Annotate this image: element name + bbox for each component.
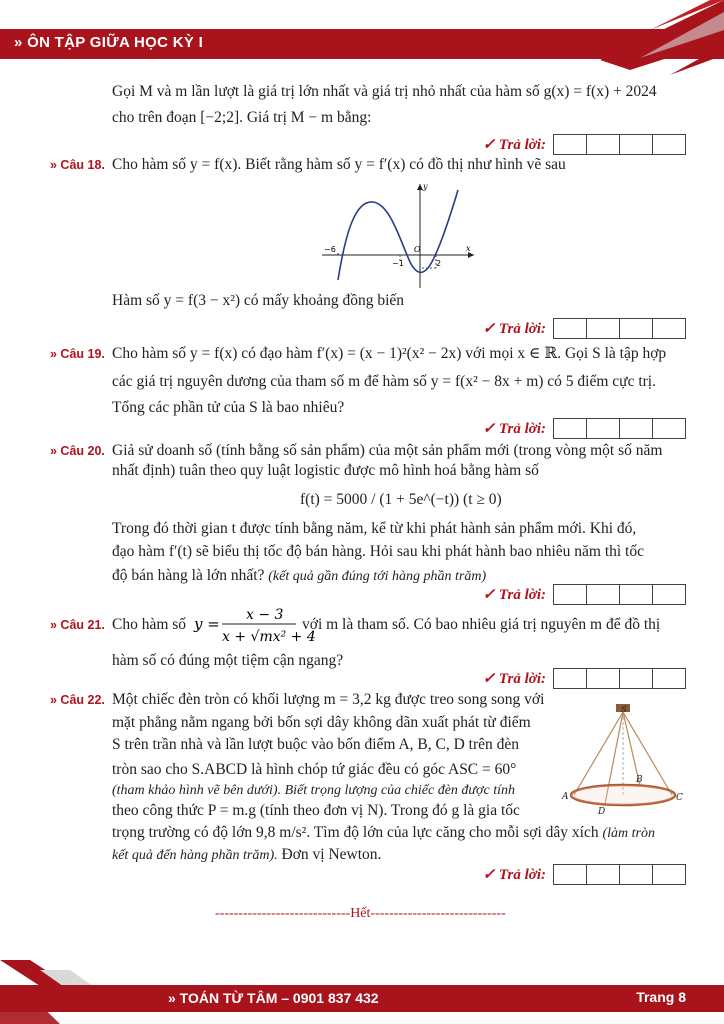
header-title: » ÔN TẬP GIỮA HỌC KỲ I <box>14 34 204 51</box>
q21-line-1b: với m là tham số. Có bao nhiêu giá trị nguyên m để đồ thị <box>302 616 661 633</box>
answer-cell[interactable] <box>586 668 620 689</box>
answer-cell[interactable] <box>652 584 686 605</box>
lamp-figure <box>560 700 688 818</box>
answer-cell[interactable] <box>619 668 653 689</box>
question-20-label: » Câu 20. <box>50 444 105 458</box>
q20-line-2: nhất định) tuân theo quy luật logistic được mô hình hoá bằng hàm số <box>112 462 539 479</box>
q22-line-7: trọng trường có độ lớn 9,8 m/s². Tìm độ lớn của lực căng cho mỗi sợi dây xích (làm tròn <box>112 824 655 841</box>
q22-line-3: S trên trần nhà và lần lượt buộc vào bốn điểm A, B, C, D trên đèn <box>112 736 520 753</box>
answer-cell[interactable] <box>652 668 686 689</box>
q22-line-6: theo công thức P = m.g (tính theo đơn vị N). Trong đó g là gia tốc <box>112 802 520 819</box>
derivative-graph <box>318 180 478 290</box>
q20-formula: f(t) = 5000 / (1 + 5e^(−t)) (t ≥ 0) <box>300 491 502 508</box>
label-A: A <box>562 792 569 802</box>
answer-box-21: ✓ Trả lời: <box>483 668 686 688</box>
q20-line-1: Giả sử doanh số (tính bằng số sản phẩm) của một sản phẩm mới (trong vòng một số năm <box>112 442 663 459</box>
q18-line-2: Hàm số y = f(3 − x²) có mấy khoảng đồng biến <box>112 292 405 309</box>
label-B: B <box>636 775 643 785</box>
q22-line-1: Một chiếc đèn tròn có khối lượng m = 3,2 kg được treo song song với <box>112 691 545 708</box>
footer-text: » TOÁN TỪ TÂM – 0901 837 432 <box>168 990 379 1006</box>
answer-box-18: ✓ Trả lời: <box>483 318 686 338</box>
question-18-label: » Câu 18. <box>50 158 105 172</box>
answer-cell[interactable] <box>619 418 653 439</box>
origin-label: O <box>414 245 421 254</box>
answer-cell[interactable] <box>586 418 620 439</box>
answer-cell[interactable] <box>619 318 653 339</box>
answer-cell[interactable] <box>652 134 686 155</box>
q19-line-1: Cho hàm số y = f(x) có đạo hàm f′(x) = (x − 1)²(x² − 2x) với mọi x ∈ ℝ. Gọi S là tập hợp <box>112 345 667 362</box>
q18-line-1: Cho hàm số y = f(x). Biết rằng hàm số y = f′(x) có đồ thị như hình vẽ sau <box>112 156 566 173</box>
question-19-label: » Câu 19. <box>50 347 105 361</box>
answer-cell[interactable] <box>553 134 587 155</box>
answer-cell[interactable] <box>553 418 587 439</box>
tick-2: 2 <box>436 259 442 268</box>
answer-cell[interactable] <box>553 668 587 689</box>
intro-line-1: Gọi M và m lần lượt là giá trị lớn nhất và giá trị nhỏ nhất của hàm số g(x) = f(x) + 2024 <box>112 83 657 100</box>
answer-cell[interactable] <box>652 318 686 339</box>
answer-box-22: ✓ Trả lời: <box>483 864 686 884</box>
answer-cell[interactable] <box>619 134 653 155</box>
q19-line-3: Tổng các phần tử của S là bao nhiêu? <box>112 399 345 416</box>
answer-box-19: ✓ Trả lời: <box>483 418 686 438</box>
answer-cell[interactable] <box>619 864 653 885</box>
svg-text:x − 3: x − 3 <box>246 607 284 623</box>
intro-line-2: cho trên đoạn [−2;2]. Giá trị M − m bằng: <box>112 109 372 126</box>
footer-bar <box>0 985 724 1012</box>
q20-line-5: độ bán hàng là lớn nhất? (kết quả gần đúng tới hàng phần trăm) <box>112 567 487 584</box>
x-axis-label: x <box>466 244 471 253</box>
answer-cell[interactable] <box>652 864 686 885</box>
tick-neg6: −6 <box>324 245 336 254</box>
end-marker: -----------------------------Hết----------------------------- <box>215 906 506 921</box>
answer-cell[interactable] <box>586 584 620 605</box>
q22-line-2: mặt phẳng nằm ngang bởi bốn sợi dây không dãn xuất phát từ điểm <box>112 714 531 731</box>
q21-fraction <box>192 604 316 648</box>
tick-neg1: −1 <box>392 259 404 268</box>
q22-line-4: tròn sao cho S.ABCD là hình chóp tứ giác đều có góc ASC = 60° <box>112 761 517 778</box>
svg-text:y =: y = <box>194 615 220 633</box>
q20-line-3: Trong đó thời gian t được tính bằng năm, kể từ khi phát hành sản phẩm mới. Khi đó, <box>112 520 637 537</box>
answer-cell[interactable] <box>619 584 653 605</box>
label-D: D <box>598 807 606 817</box>
q20-line-4: đạo hàm f′(t) sẽ biểu thị tốc độ bán hàng. Hỏi sau khi phát hành bao nhiêu năm thì tốc <box>112 543 644 560</box>
q22-line-5: (tham khảo hình vẽ bên dưới). Biết trọng lượng của chiếc đèn được tính <box>112 783 516 798</box>
answer-cell[interactable] <box>586 134 620 155</box>
q19-line-2: các giá trị nguyên dương của tham số m để hàm số y = f(x² − 8x + m) có 5 điểm cực trị. <box>112 373 656 390</box>
label-S: S <box>621 705 627 714</box>
q21-line-1a: Cho hàm số <box>112 616 187 633</box>
answer-box-17: ✓ Trả lời: <box>483 134 686 154</box>
answer-cell[interactable] <box>652 418 686 439</box>
answer-cell[interactable] <box>553 318 587 339</box>
question-22-label: » Câu 22. <box>50 693 105 707</box>
header-decoration <box>560 0 724 80</box>
answer-cell[interactable] <box>586 318 620 339</box>
q22-line-8: kết quả đến hàng phần trăm). Đơn vị Newton. <box>112 846 382 863</box>
answer-cell[interactable] <box>586 864 620 885</box>
answer-cell[interactable] <box>553 584 587 605</box>
answer-box-20: ✓ Trả lời: <box>483 584 686 604</box>
question-21-label: » Câu 21. <box>50 618 105 632</box>
page-number: Trang 8 <box>636 989 686 1005</box>
label-C: C <box>676 793 683 803</box>
y-axis-label: y <box>423 182 428 191</box>
q21-line-2: hàm số có đúng một tiệm cận ngang? <box>112 652 344 669</box>
svg-text:x + √mx² + 4: x + √mx² + 4 <box>222 629 316 645</box>
answer-cell[interactable] <box>553 864 587 885</box>
